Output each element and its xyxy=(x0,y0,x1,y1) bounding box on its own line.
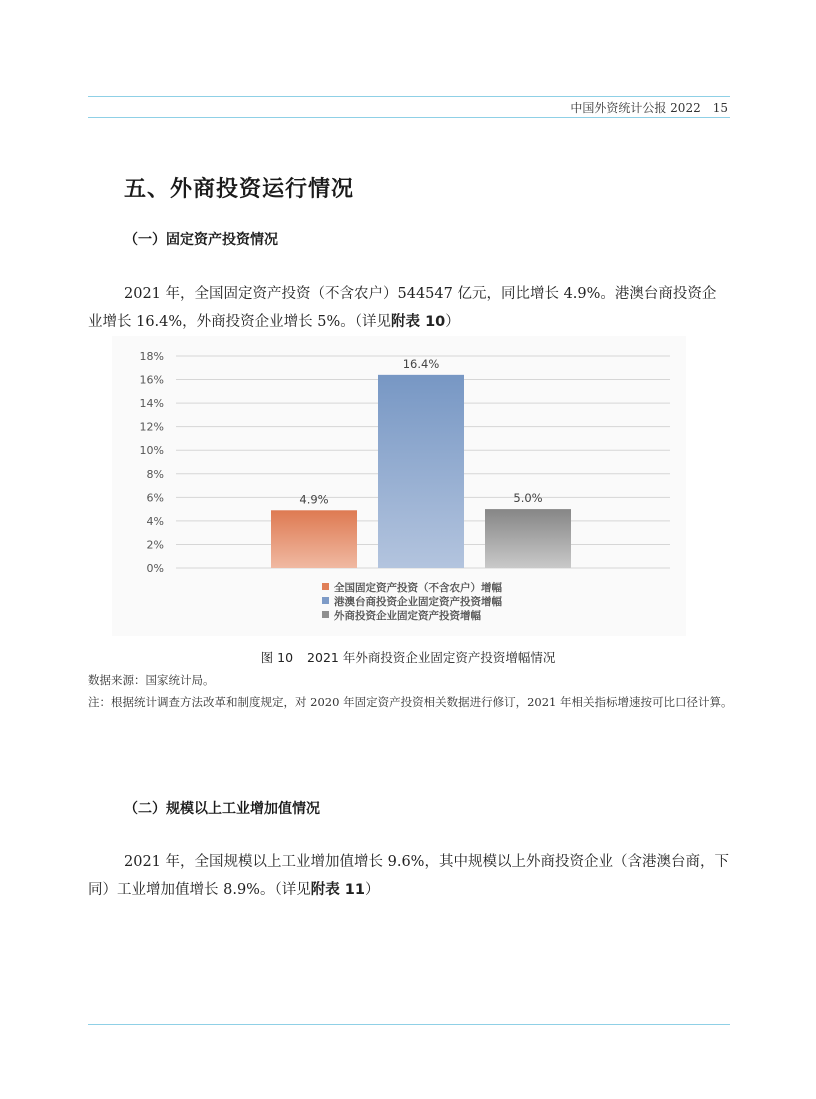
data-label: 5.0% xyxy=(513,491,543,506)
page-number: 15 xyxy=(712,101,728,115)
subsection-title-industrial: （二）规模以上工业增加值情况 xyxy=(124,801,320,817)
legend-swatch xyxy=(322,583,329,590)
method-note: 注：根据统计调查方法改革和制度规定，对 2020 年固定资产投资相关数据进行修订，2021 年相关指标增速按可比口径计算。 xyxy=(88,695,733,709)
legend xyxy=(322,581,502,622)
y-tick-label: 10% xyxy=(139,444,164,458)
y-tick-label: 8% xyxy=(146,467,164,481)
bar xyxy=(485,509,571,568)
y-tick-label: 0% xyxy=(146,562,164,575)
header-rule-top xyxy=(88,96,730,97)
bar xyxy=(378,375,464,568)
y-tick-label: 4% xyxy=(146,514,164,528)
data-label: 4.9% xyxy=(299,492,329,507)
bar-chart xyxy=(112,336,686,636)
source-note: 数据来源：国家统计局。 xyxy=(88,673,215,687)
header-rule-bottom xyxy=(88,117,730,118)
paragraph-text: 2021 年，全国规模以上工业增加值增长 9.6%，其中规模以上外商投资企业（含港澳台商，下同）工业增加值增长 8.9%。 xyxy=(88,854,729,898)
footer-rule xyxy=(88,1024,730,1025)
appendix-link[interactable]: 附表 10 xyxy=(391,314,446,330)
appendix-reference xyxy=(274,882,379,898)
ref-suffix: ） xyxy=(445,314,460,330)
publication-title: 中国外资统计公报 2022 xyxy=(570,101,701,115)
paragraph-fixed-asset xyxy=(88,280,730,336)
y-tick-label: 2% xyxy=(146,538,164,552)
ref-suffix: ） xyxy=(364,882,380,898)
ref-prefix: （详见 xyxy=(274,882,311,898)
paragraph-text: 2021 年，全国固定资产投资（不含农户）544547 亿元，同比增长 4.9%。港澳台商投资企业增长 16.4%，外商投资企业增长 5%。 xyxy=(88,286,717,330)
bar xyxy=(271,510,357,568)
legend-label: 外商投资企业固定资产投资增幅 xyxy=(334,610,481,622)
data-label: 16.4% xyxy=(402,356,440,371)
section-title: 五、外商投资运行情况 xyxy=(124,176,355,202)
ref-prefix: （详见 xyxy=(354,314,392,330)
y-tick-label: 16% xyxy=(139,373,164,387)
appendix-link[interactable]: 附表 11 xyxy=(310,882,365,898)
legend-label: 港澳台商投资企业固定资产投资增幅 xyxy=(334,596,502,608)
paragraph-industrial xyxy=(88,848,730,904)
figure-number: 图 10 xyxy=(260,650,294,665)
figure-caption xyxy=(0,648,816,666)
y-tick-label: 18% xyxy=(139,350,164,363)
y-tick-label: 6% xyxy=(146,491,164,505)
running-header xyxy=(570,99,728,116)
appendix-reference xyxy=(355,314,460,330)
legend-label: 全国固定资产投资（不含农户）增幅 xyxy=(334,582,502,594)
y-tick-label: 14% xyxy=(139,397,164,411)
legend-swatch xyxy=(322,611,329,618)
figure-caption-text: 2021 年外商投资企业固定资产投资增幅情况 xyxy=(307,650,556,665)
legend-swatch xyxy=(322,597,329,604)
subsection-title-fixed-asset: （一）固定资产投资情况 xyxy=(124,232,278,248)
y-tick-label: 12% xyxy=(139,420,164,434)
